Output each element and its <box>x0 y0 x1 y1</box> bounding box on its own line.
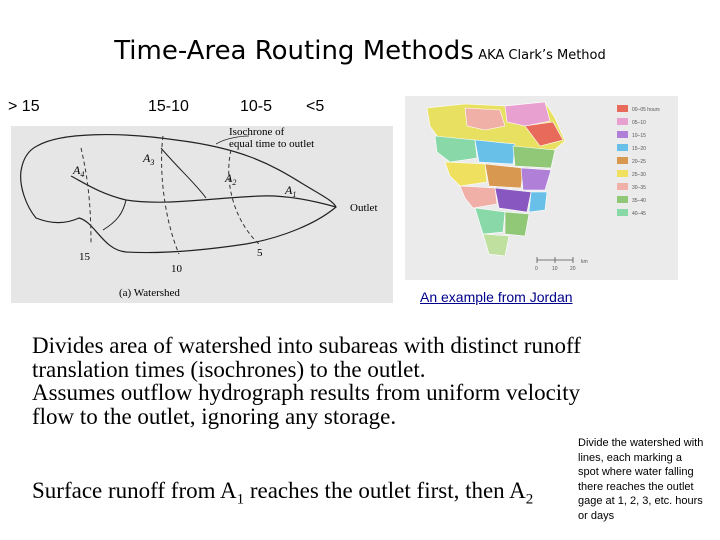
svg-text:10: 10 <box>552 266 558 272</box>
legend-label-5: 25–30 <box>632 172 646 178</box>
note-line-6: or days <box>578 509 615 522</box>
jordan-example-link[interactable]: An example from Jordan <box>420 289 573 305</box>
surface-runoff-text: Surface runoff from $A_1$ reaches the outlet first, then $A_2$ <box>32 478 534 508</box>
legend-label-1: 05–10 <box>632 120 646 126</box>
title-main: Time-Area Routing Methods <box>114 36 474 66</box>
note-line-5: gage at 1, 2, 3, etc. hours <box>578 495 703 507</box>
slide-title <box>0 36 720 66</box>
map-regions <box>427 102 565 256</box>
note-line-1: Divide the watershed with <box>578 437 704 449</box>
zone-label-10-5: 10-5 <box>240 98 273 115</box>
watershed-figure <box>11 126 393 303</box>
zone-label-gt15: > 15 <box>8 98 40 115</box>
legend-label-3: 15–20 <box>632 146 646 152</box>
svg-text:km: km <box>581 259 588 265</box>
map-scale-bar <box>535 257 588 272</box>
svg-text:20: 20 <box>570 266 576 272</box>
area-label-a4: $A_4$ <box>73 163 85 179</box>
outlet-label: Outlet <box>350 202 378 214</box>
isochrone-label-1: Isochrone of <box>229 126 285 138</box>
svg-text:0: 0 <box>535 266 538 272</box>
description-line-4: flow to the outlet, ignoring any storage. <box>32 403 397 429</box>
isochrone-label-2: equal time to outlet <box>229 138 315 150</box>
description-line-2: translation times (isochrones) to the outlet. <box>32 356 426 382</box>
title-sub: AKA Clark’s Method <box>478 48 606 63</box>
area-label-a1: $A_1$ <box>285 183 297 199</box>
isochrone-5-label: 5 <box>257 247 263 259</box>
legend-label-7: 35–40 <box>632 198 646 204</box>
tributary-north <box>161 148 206 198</box>
legend-label-0: 00–05 hours <box>632 107 660 113</box>
isochrone-map-image <box>405 96 678 280</box>
isochrone-10-label: 10 <box>171 263 182 275</box>
description-line-1: Divides area of watershed into subareas with distinct runoff <box>32 333 581 358</box>
map-legend <box>617 105 660 217</box>
description-text <box>32 334 581 428</box>
legend-label-2: 10–15 <box>632 133 646 139</box>
tributary-south <box>103 200 126 230</box>
zone-label-lt5: <5 <box>306 98 325 115</box>
area-label-a2: $A_2$ <box>225 171 237 187</box>
isochrone-15-label: 15 <box>79 251 90 263</box>
isochrone-15 <box>81 148 91 244</box>
area-label-a3: $A_3$ <box>143 151 155 167</box>
watershed-diagram <box>11 126 393 303</box>
note-line-3: spot where water falling <box>578 466 694 478</box>
legend-label-4: 20–25 <box>632 159 646 165</box>
description-line-3: Assumes outflow hydrograph results from uniform velocity <box>32 380 581 405</box>
watershed-caption: (a) Watershed <box>119 287 180 299</box>
legend-label-8: 40–45 <box>632 211 646 217</box>
zone-label-15-10: 15-10 <box>148 98 189 115</box>
side-note <box>578 436 720 523</box>
note-line-2: lines, each marking a <box>578 451 682 464</box>
note-line-4: there reaches the outlet <box>578 480 694 493</box>
legend-label-6: 30–35 <box>632 185 646 191</box>
isochrone-10 <box>162 136 179 254</box>
jordan-isochrone-map <box>405 96 678 280</box>
